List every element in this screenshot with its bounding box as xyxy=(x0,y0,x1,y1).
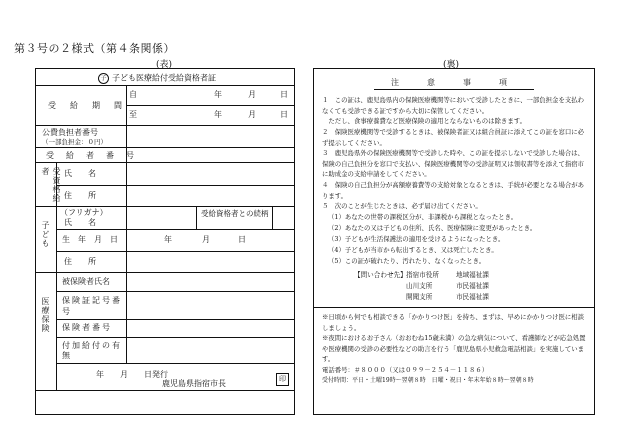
card-title xyxy=(98,73,216,84)
period-from: 自 xyxy=(129,90,137,99)
back-divider xyxy=(314,307,594,308)
birth-label: 生 年 月 日 xyxy=(62,235,118,244)
recipient-no-row xyxy=(36,148,294,163)
notice-item-3: ３ 鹿児島県外の保険医療機関等で受診した時や、この証を提示しないで受診した場合は、保険の自己負担分を窓口で支払い、保険医療機関等の受診証明又は領収書等を添えて指宿市に助成金の支給申請をしてください。 xyxy=(322,149,585,178)
card-title-row xyxy=(36,69,294,86)
child-label: 子ども xyxy=(41,221,50,248)
notice-item-5: ５ 次のことが生じたときは、必ず届け出てください。 xyxy=(322,202,482,210)
insurer-no-label: 保険者番号 xyxy=(62,323,112,332)
child-seal-icon: 子 xyxy=(98,73,109,84)
payer-label: 公費負担者番号 xyxy=(42,128,98,137)
back-card xyxy=(313,68,595,415)
birth-year: 年 xyxy=(164,235,172,244)
period-from-year: 年 xyxy=(214,90,222,99)
front-card xyxy=(35,68,295,415)
insurance-block xyxy=(36,273,294,391)
qualified-name-label: 氏 名 xyxy=(64,169,96,178)
notice-item-4: ４ 保険の自己負担分が高額療養費等の支給対象となるときは、手続が必要となる場合があります。 xyxy=(322,181,585,200)
period-to-month: 月 xyxy=(248,110,256,119)
phone-number: 電話番号：＃８０００（又は０９９－２５４－１１８６） xyxy=(322,366,489,374)
contact-office-1: 指宿市役所 xyxy=(406,271,439,279)
note-family-doctor: ※日頃から何でも相談できる「かかりつけ医」を持ち、まずは、早めにかかりつけ医に相談しましょう。 xyxy=(322,313,585,332)
period-from-day: 日 xyxy=(280,90,288,99)
back-side-label: (裏) xyxy=(443,60,460,70)
child-address-label: 住 所 xyxy=(64,257,96,266)
payer-sub: （一部負担金：０円） xyxy=(42,138,107,146)
period-from-month: 月 xyxy=(248,90,256,99)
furigana-label: （フリガナ） xyxy=(60,208,108,217)
heading-underline xyxy=(374,89,534,90)
contact-division-1: 地域福祉課 xyxy=(456,271,489,279)
notice-item-1: １ この証は、鹿児島県内の保険医療機関等において受診したときに、一部負担金を支払わなくても受診できる証ですから大切に保管してください。 xyxy=(322,96,585,115)
notice-sub-3: （3）子どもが生活保護法の適用を受けるようになったとき。 xyxy=(328,235,505,243)
notice-sub-2: （2）あなたの又は子どもの住所、氏名、医療保険に変更があったとき。 xyxy=(328,224,537,232)
period-label: 受 給 期 間 xyxy=(48,101,125,110)
period-to-day: 日 xyxy=(280,110,288,119)
qualified-address-label: 住 所 xyxy=(64,191,96,200)
qualified-label: 受資格給者 xyxy=(41,167,61,203)
period-to-year: 年 xyxy=(214,110,222,119)
official-seal-icon: 印 xyxy=(276,373,289,386)
contact-office-3: 開聞支所 xyxy=(406,293,433,301)
insurance-label: 医療保険 xyxy=(41,297,50,333)
insurance-card-label: 保険証記号番号 xyxy=(62,296,122,316)
contact-title: 【問い合わせ先】 xyxy=(354,271,407,279)
child-name-label: 氏 名 xyxy=(64,218,96,227)
note-night-consult: ※夜間におけるお子さん（おおむね15歳未満）の急な病気について、看護師などが応急処置や医療機関の受診の必要性などの助言を行う「鹿児島県小児救急電話相談」を実施しています。 xyxy=(322,334,586,363)
notice-sub-5: （5）この証が破れたり、汚れたり、なくなったとき。 xyxy=(328,257,486,265)
card-title-text: 子ども医療給付受給資格者証 xyxy=(112,73,216,83)
birth-month: 月 xyxy=(202,235,210,244)
birth-day: 日 xyxy=(238,235,246,244)
back-heading: 注 意 事 項 xyxy=(391,78,517,87)
issuer: 鹿児島県指宿市長 xyxy=(162,379,226,388)
child-block xyxy=(36,207,294,273)
form-title: 第３号の２様式（第４条関係） xyxy=(14,42,175,55)
notice-sub-1: （1）あなたの世帯の課税区分が、非課税から課税となったとき。 xyxy=(328,213,518,221)
attached-label: 付加給付の有無 xyxy=(62,341,122,360)
contact-division-3: 市民福祉課 xyxy=(456,293,489,301)
notice-sub-4: （4）子どもが当市から転出するとき、又は死亡したとき。 xyxy=(328,246,498,254)
payer-row xyxy=(36,126,294,148)
contact-office-2: 山川支所 xyxy=(406,282,433,290)
contact-division-2: 市民福祉課 xyxy=(456,282,489,290)
insured-name-label: 被保険者氏名 xyxy=(62,277,110,286)
recipient-no-label: 受 給 者 番 号 xyxy=(46,151,136,160)
relation-label: 受給資格者との続柄 xyxy=(201,209,269,218)
period-to: 至 xyxy=(129,110,137,119)
notice-item-2: ２ 保険医療機関等で受診するときは、被保険者証又は組合員証に添えてこの証を窓口に必ず提示してください。 xyxy=(322,128,585,147)
reception-hours: 受付時間：平日・土曜19時～翌朝８時 日曜・祝日・年末年始８時～翌朝８時 xyxy=(322,377,534,384)
front-side-label: (表) xyxy=(156,60,173,70)
notice-item-1b: ただし、食事療養費など医療保険の適用とならないものは除きます。 xyxy=(322,117,526,125)
qualified-block xyxy=(36,163,294,207)
issue-date: 年 月 日発行 xyxy=(96,370,168,379)
period-row xyxy=(36,86,294,126)
